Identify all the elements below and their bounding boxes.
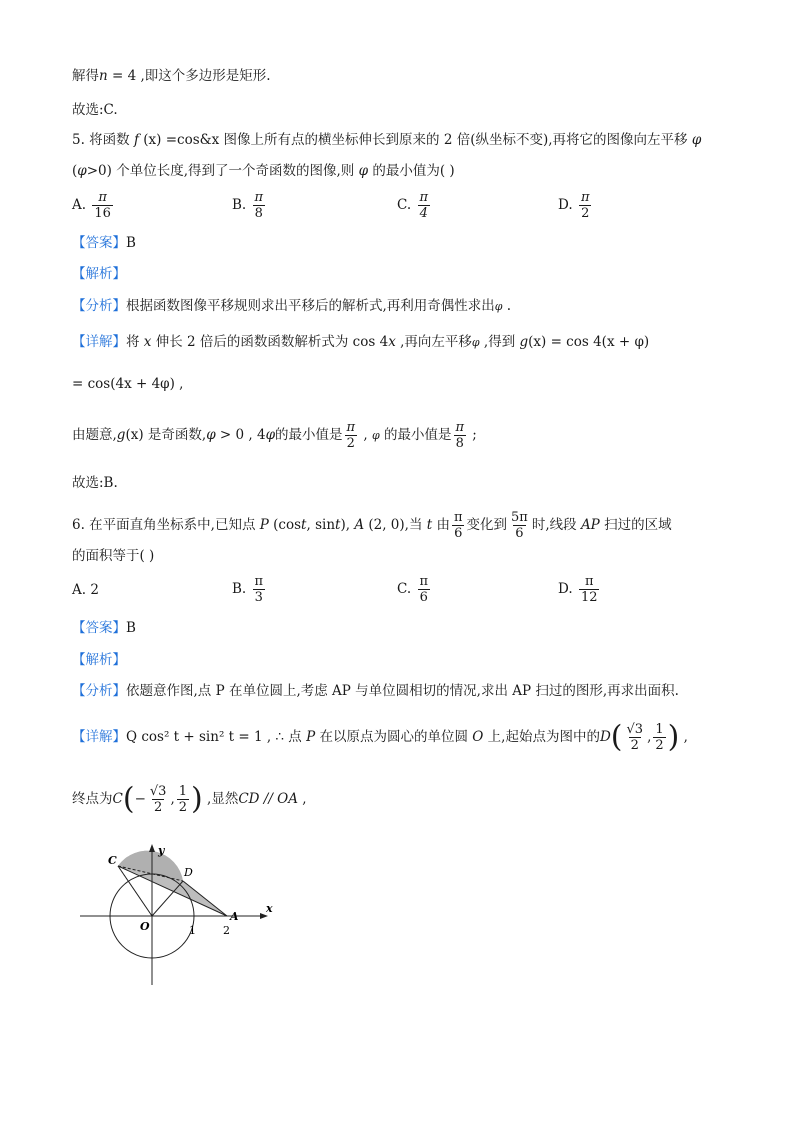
q5-analysis-tag	[72, 264, 126, 284]
fraction-den: 6	[515, 526, 524, 541]
label-C: C	[108, 854, 117, 867]
fraction	[653, 722, 665, 753]
analysis-tag: 【解析】	[72, 652, 126, 668]
q6-stem-line1	[72, 510, 672, 541]
q6-option-d	[558, 574, 601, 605]
answer-tag: 【答案】	[72, 620, 126, 636]
math-var: t	[335, 517, 341, 533]
text: 解得	[72, 68, 99, 84]
fraction	[253, 574, 266, 605]
detail-tag: 【详解】	[72, 729, 126, 745]
paren-right: )	[191, 781, 203, 817]
q5-option-a	[72, 190, 115, 221]
fraction	[253, 190, 266, 221]
math-var: A	[354, 517, 365, 533]
math-var: O	[472, 729, 484, 745]
text: ,	[297, 791, 307, 807]
q5-end: 故选:B.	[72, 475, 118, 491]
fraction-den: 2	[346, 436, 355, 451]
math-var: P	[259, 517, 269, 533]
fenxi-tag: 【分析】	[72, 298, 126, 314]
math-var: g	[116, 427, 126, 443]
fraction-num: π	[98, 190, 107, 205]
fraction-den: 2	[581, 206, 590, 221]
q6-option-a	[72, 582, 99, 598]
fraction-den: 12	[580, 590, 598, 605]
fraction-den: 2	[655, 738, 664, 753]
fraction-num: π	[455, 420, 465, 435]
math-var: φ	[206, 427, 216, 443]
q6-detail-line2	[72, 781, 307, 817]
q5-detail-line1	[72, 332, 649, 353]
text: 根据函数图像平移规则求出平移后的解析式,再利用奇偶性求出	[126, 298, 495, 314]
fraction-num: π	[419, 190, 428, 205]
q6-analysis-tag	[72, 650, 126, 670]
q6-option-c	[397, 574, 432, 605]
text: ,得到	[479, 334, 520, 350]
fraction-num: 5π	[511, 510, 528, 525]
fraction-num: π	[254, 574, 264, 589]
fraction-num: π	[254, 190, 264, 205]
math-var: φ	[77, 163, 87, 179]
label-2: 2	[223, 924, 230, 937]
fraction-num: π	[453, 510, 463, 525]
option-label: A. 2	[72, 582, 99, 598]
math-var: g	[519, 334, 529, 350]
fraction-num: √3	[626, 722, 644, 737]
text: ),	[340, 517, 355, 533]
option-label: D.	[558, 197, 573, 213]
option-label: C.	[397, 197, 412, 213]
math-var: t	[426, 517, 433, 533]
text: 的最小值是	[275, 427, 343, 443]
text: ;	[468, 427, 477, 443]
math-var: t	[301, 517, 307, 533]
fraction	[579, 574, 600, 605]
text: (	[72, 163, 78, 179]
math-var: x	[388, 334, 396, 350]
option-label: B.	[232, 581, 247, 597]
q5-detail-line2: = cos(4x + 4φ) ,	[72, 376, 184, 392]
fraction	[509, 510, 530, 541]
q5-detail-line3	[72, 420, 477, 451]
q5-option-d	[558, 190, 593, 221]
math-var: C	[112, 791, 123, 807]
text: ,	[170, 791, 175, 807]
fraction-den: 2	[178, 800, 188, 815]
label-y: y	[158, 844, 165, 857]
paren-right: )	[667, 719, 680, 755]
fraction-den: 6	[419, 590, 428, 605]
text: 6. 在平面直角坐标系中,已知点	[72, 517, 260, 533]
math-var: φ	[494, 300, 503, 313]
text: (x) 是奇函数,	[125, 427, 207, 443]
math-var: D	[599, 729, 611, 745]
text-line: 故选:C.	[72, 102, 118, 118]
text: > 0 , 4	[215, 427, 266, 443]
fraction	[625, 722, 646, 753]
fraction	[148, 784, 169, 815]
option-label: C.	[397, 581, 412, 597]
text: 5. 将函数	[72, 132, 134, 148]
text-line	[72, 66, 271, 86]
answer-value: B	[126, 235, 136, 251]
y-axis-arrow	[149, 844, 155, 852]
text: ,	[679, 729, 688, 745]
label-x: x	[266, 902, 273, 915]
text: 扫过的区域	[599, 517, 672, 533]
fraction	[452, 510, 465, 541]
math-var: n	[99, 68, 108, 84]
q5-stem-line2	[72, 161, 455, 181]
fraction-den: 3	[254, 590, 263, 605]
text: 由题意,	[72, 427, 117, 443]
fraction-den: 4	[419, 206, 428, 221]
fraction-den: 8	[455, 436, 464, 451]
q5-answer	[72, 233, 136, 253]
fraction-den: 6	[454, 526, 463, 541]
q5-option-b	[232, 190, 267, 221]
q5-fenxi	[72, 296, 511, 317]
text: 由	[432, 517, 450, 533]
fraction-den: 2	[630, 738, 639, 753]
q6-fenxi	[72, 681, 679, 701]
fraction-num: π	[346, 420, 356, 435]
math-var: φ	[371, 429, 380, 442]
q5-stem-line1	[72, 130, 701, 150]
math-var: f	[133, 132, 139, 148]
math-var: φ	[265, 427, 276, 443]
formula: CD // OA	[238, 791, 298, 807]
fraction-num: √3	[149, 784, 167, 799]
analysis-tag: 【解析】	[72, 266, 126, 282]
label-1: 1	[189, 924, 196, 937]
formula: (x) = cos 4(x + φ)	[528, 334, 650, 350]
text: 在以原点为圆心的单位圆	[315, 729, 473, 745]
detail-tag: 【详解】	[72, 334, 126, 350]
fraction-den: 8	[254, 206, 263, 221]
text: 的最小值是	[379, 427, 452, 443]
q6-stem-line2: 的面积等于( )	[72, 548, 155, 564]
math-var: AP	[580, 517, 600, 533]
fraction	[417, 574, 430, 605]
label-A: A	[230, 910, 239, 923]
q6-detail-line1	[72, 719, 688, 755]
label-D: D	[184, 866, 193, 879]
paren-left: (	[122, 781, 135, 817]
text: (cos	[268, 517, 302, 533]
text: 时,线段	[531, 517, 581, 533]
unit-circle-figure	[72, 840, 282, 990]
fraction	[345, 420, 358, 451]
fraction-num: 1	[655, 722, 664, 737]
text: = 4 ,即这个多边形是矩形.	[107, 68, 271, 84]
text: 终点为	[72, 791, 113, 807]
math-var: φ	[358, 163, 369, 179]
formula: Q cos² t + sin² t = 1 , ∴ 点	[126, 729, 307, 745]
q6-answer	[72, 618, 136, 638]
text: .	[502, 298, 512, 314]
fraction-num: π	[584, 574, 594, 589]
fraction-num: 1	[178, 784, 188, 799]
fraction-num: π	[419, 574, 428, 589]
fraction-num: π	[580, 190, 590, 205]
text: 变化到	[466, 517, 508, 533]
text: 将	[126, 334, 144, 350]
fraction	[417, 190, 430, 221]
text: 上,起始点为图中的	[483, 729, 600, 745]
text: (x) =cos&x 图像上所有点的横坐标伸长到原来的 2 倍(纵坐标不变),再将它的图像向左平移	[138, 132, 692, 148]
text: 的最小值为( )	[368, 163, 455, 179]
text: −	[134, 791, 146, 807]
text: , sin	[306, 517, 336, 533]
text: >0) 个单位长度,得到了一个奇函数的图像,则	[86, 163, 359, 179]
answer-value: B	[126, 620, 136, 636]
math-var: x	[143, 334, 152, 350]
text: 依题意作图,点 P 在单位圆上,考虑 AP 与单位圆相切的情况,求出 AP 扫过的图形,再求出面积.	[126, 683, 679, 699]
math-var: P	[306, 729, 316, 745]
fraction-den: 16	[94, 206, 111, 221]
fraction	[177, 784, 189, 815]
text: ,显然	[202, 791, 239, 807]
fenxi-tag: 【分析】	[72, 683, 126, 699]
math-var: φ	[471, 336, 480, 349]
text: 伸长 2 倍后的函数函数解析式为 cos 4	[151, 334, 389, 350]
option-label: B.	[232, 197, 247, 213]
q5-option-c	[397, 190, 432, 221]
text: ,	[647, 729, 652, 745]
label-O: O	[140, 920, 150, 933]
text: ,	[359, 427, 372, 443]
paren-left: (	[610, 719, 623, 755]
fraction	[92, 190, 113, 221]
text: (2, 0),当	[364, 517, 427, 533]
option-label: D.	[558, 581, 573, 597]
option-label: A.	[72, 197, 87, 213]
text: ,再向左平移	[395, 334, 472, 350]
fraction	[579, 190, 592, 221]
fraction-den: 2	[154, 800, 163, 815]
q6-option-b	[232, 574, 267, 605]
answer-tag: 【答案】	[72, 235, 126, 251]
math-var: φ	[691, 132, 702, 148]
fraction	[453, 420, 466, 451]
